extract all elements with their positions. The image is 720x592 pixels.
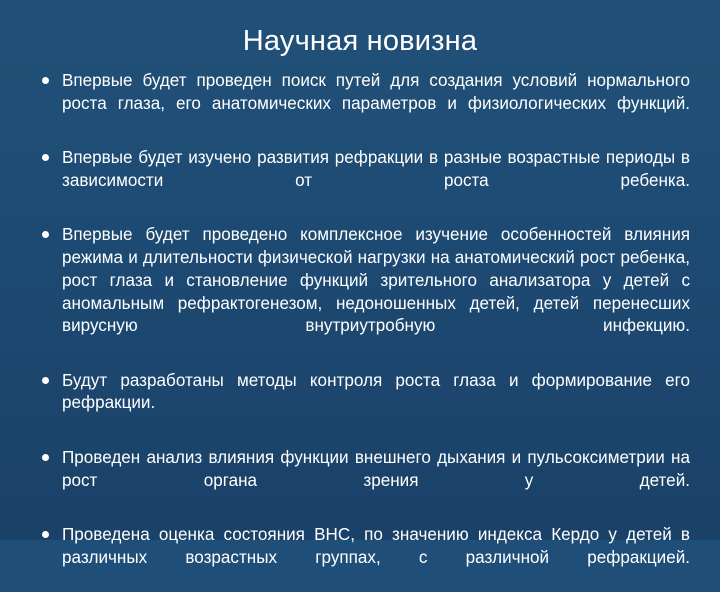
bullet-dot-icon — [42, 531, 49, 538]
bullet-dot-icon — [42, 154, 49, 161]
list-item-text: Впервые будет проведен поиск путей для создания условий нормального роста глаза, его анатомических параметров и физиологических функций. — [62, 70, 690, 113]
bullet-dot-icon — [42, 77, 49, 84]
bullet-dot-icon — [42, 377, 49, 384]
list-item — [38, 447, 690, 515]
list-item — [38, 224, 690, 360]
page-title: Научная новизна — [242, 25, 478, 57]
list-item — [38, 370, 690, 438]
list-item-text: Впервые будет изучено развития рефракции в разные возрастные периоды в зависимости от роста ребенка. — [62, 148, 690, 190]
bullet-dot-icon — [42, 454, 49, 461]
bullet-dot-icon — [42, 231, 49, 238]
list-item — [38, 70, 690, 138]
list-item-text: Проведена оценка состояния ВНС, по значению индекса Кердо у детей в различных возрастных группах, с различной рефракцией. — [62, 525, 690, 567]
bullet-list — [24, 70, 696, 592]
list-item-text: Проведен анализ влияния функции внешнего дыхания и пульсоксиметрии на рост органа зрения у детей. — [62, 447, 690, 490]
list-item-text: Будут разработаны методы контроля роста глаза и формирование его рефракции. — [62, 370, 690, 413]
list-item — [38, 147, 690, 215]
list-item-text: Впервые будет проведено комплексное изучение особенностей влияния режима и длительности физической нагрузки на анатомический рост ребенка, рост глаза и становление функций зрительного анализатора у детей с аномальным рефрактогенезом, недоношенных детей, детей перенесших вирусную внутриутробную инфекцию. — [62, 225, 690, 336]
list-item — [38, 524, 690, 592]
